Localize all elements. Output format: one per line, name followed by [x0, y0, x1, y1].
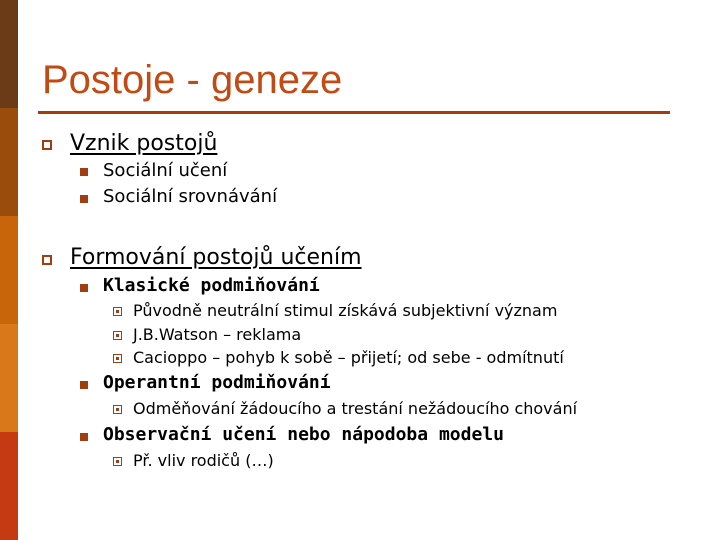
bullet-square-icon [80, 433, 88, 441]
side-color-bar [0, 0, 18, 540]
list-item: Př. vliv rodičů (…) [133, 451, 274, 470]
side-band [0, 108, 18, 216]
list-item: Sociální učení [103, 160, 228, 181]
bullet-hollow-icon [113, 457, 122, 466]
list-item: J.B.Watson – reklama [133, 325, 302, 344]
side-band [0, 216, 18, 324]
bullet-hollow-icon [113, 354, 122, 363]
list-item: Původně neutrální stimul získává subjektivní význam [133, 301, 558, 320]
subsection-heading: Operantní podmiňování [103, 372, 331, 393]
bullet-square-icon [42, 255, 52, 265]
bullet-hollow-icon [113, 405, 122, 414]
bullet-hollow-icon [113, 331, 122, 340]
subsection-heading: Klasické podmiňování [103, 275, 320, 296]
title-divider [38, 111, 670, 114]
bullet-square-icon [42, 140, 52, 150]
bullet-square-icon [80, 284, 88, 292]
side-band [0, 432, 18, 540]
bullet-square-icon [80, 168, 88, 176]
list-item: Odměňování žádoucího a trestání nežádoucího chování [133, 399, 578, 418]
side-band [0, 324, 18, 432]
bullet-square-icon [80, 381, 88, 389]
side-band [0, 0, 18, 108]
subsection-heading: Observační učení nebo nápodoba modelu [103, 424, 504, 445]
slide-title: Postoje - geneze [42, 58, 343, 102]
bullet-square-icon [80, 195, 88, 203]
list-item: Sociální srovnávání [103, 186, 278, 207]
bullet-hollow-icon [113, 307, 122, 316]
section-heading: Formování postojů učením [70, 245, 362, 270]
list-item: Cacioppo – pohyb k sobě – přijetí; od sebe - odmítnutí [133, 348, 564, 367]
section-heading: Vznik postojů [70, 131, 218, 156]
